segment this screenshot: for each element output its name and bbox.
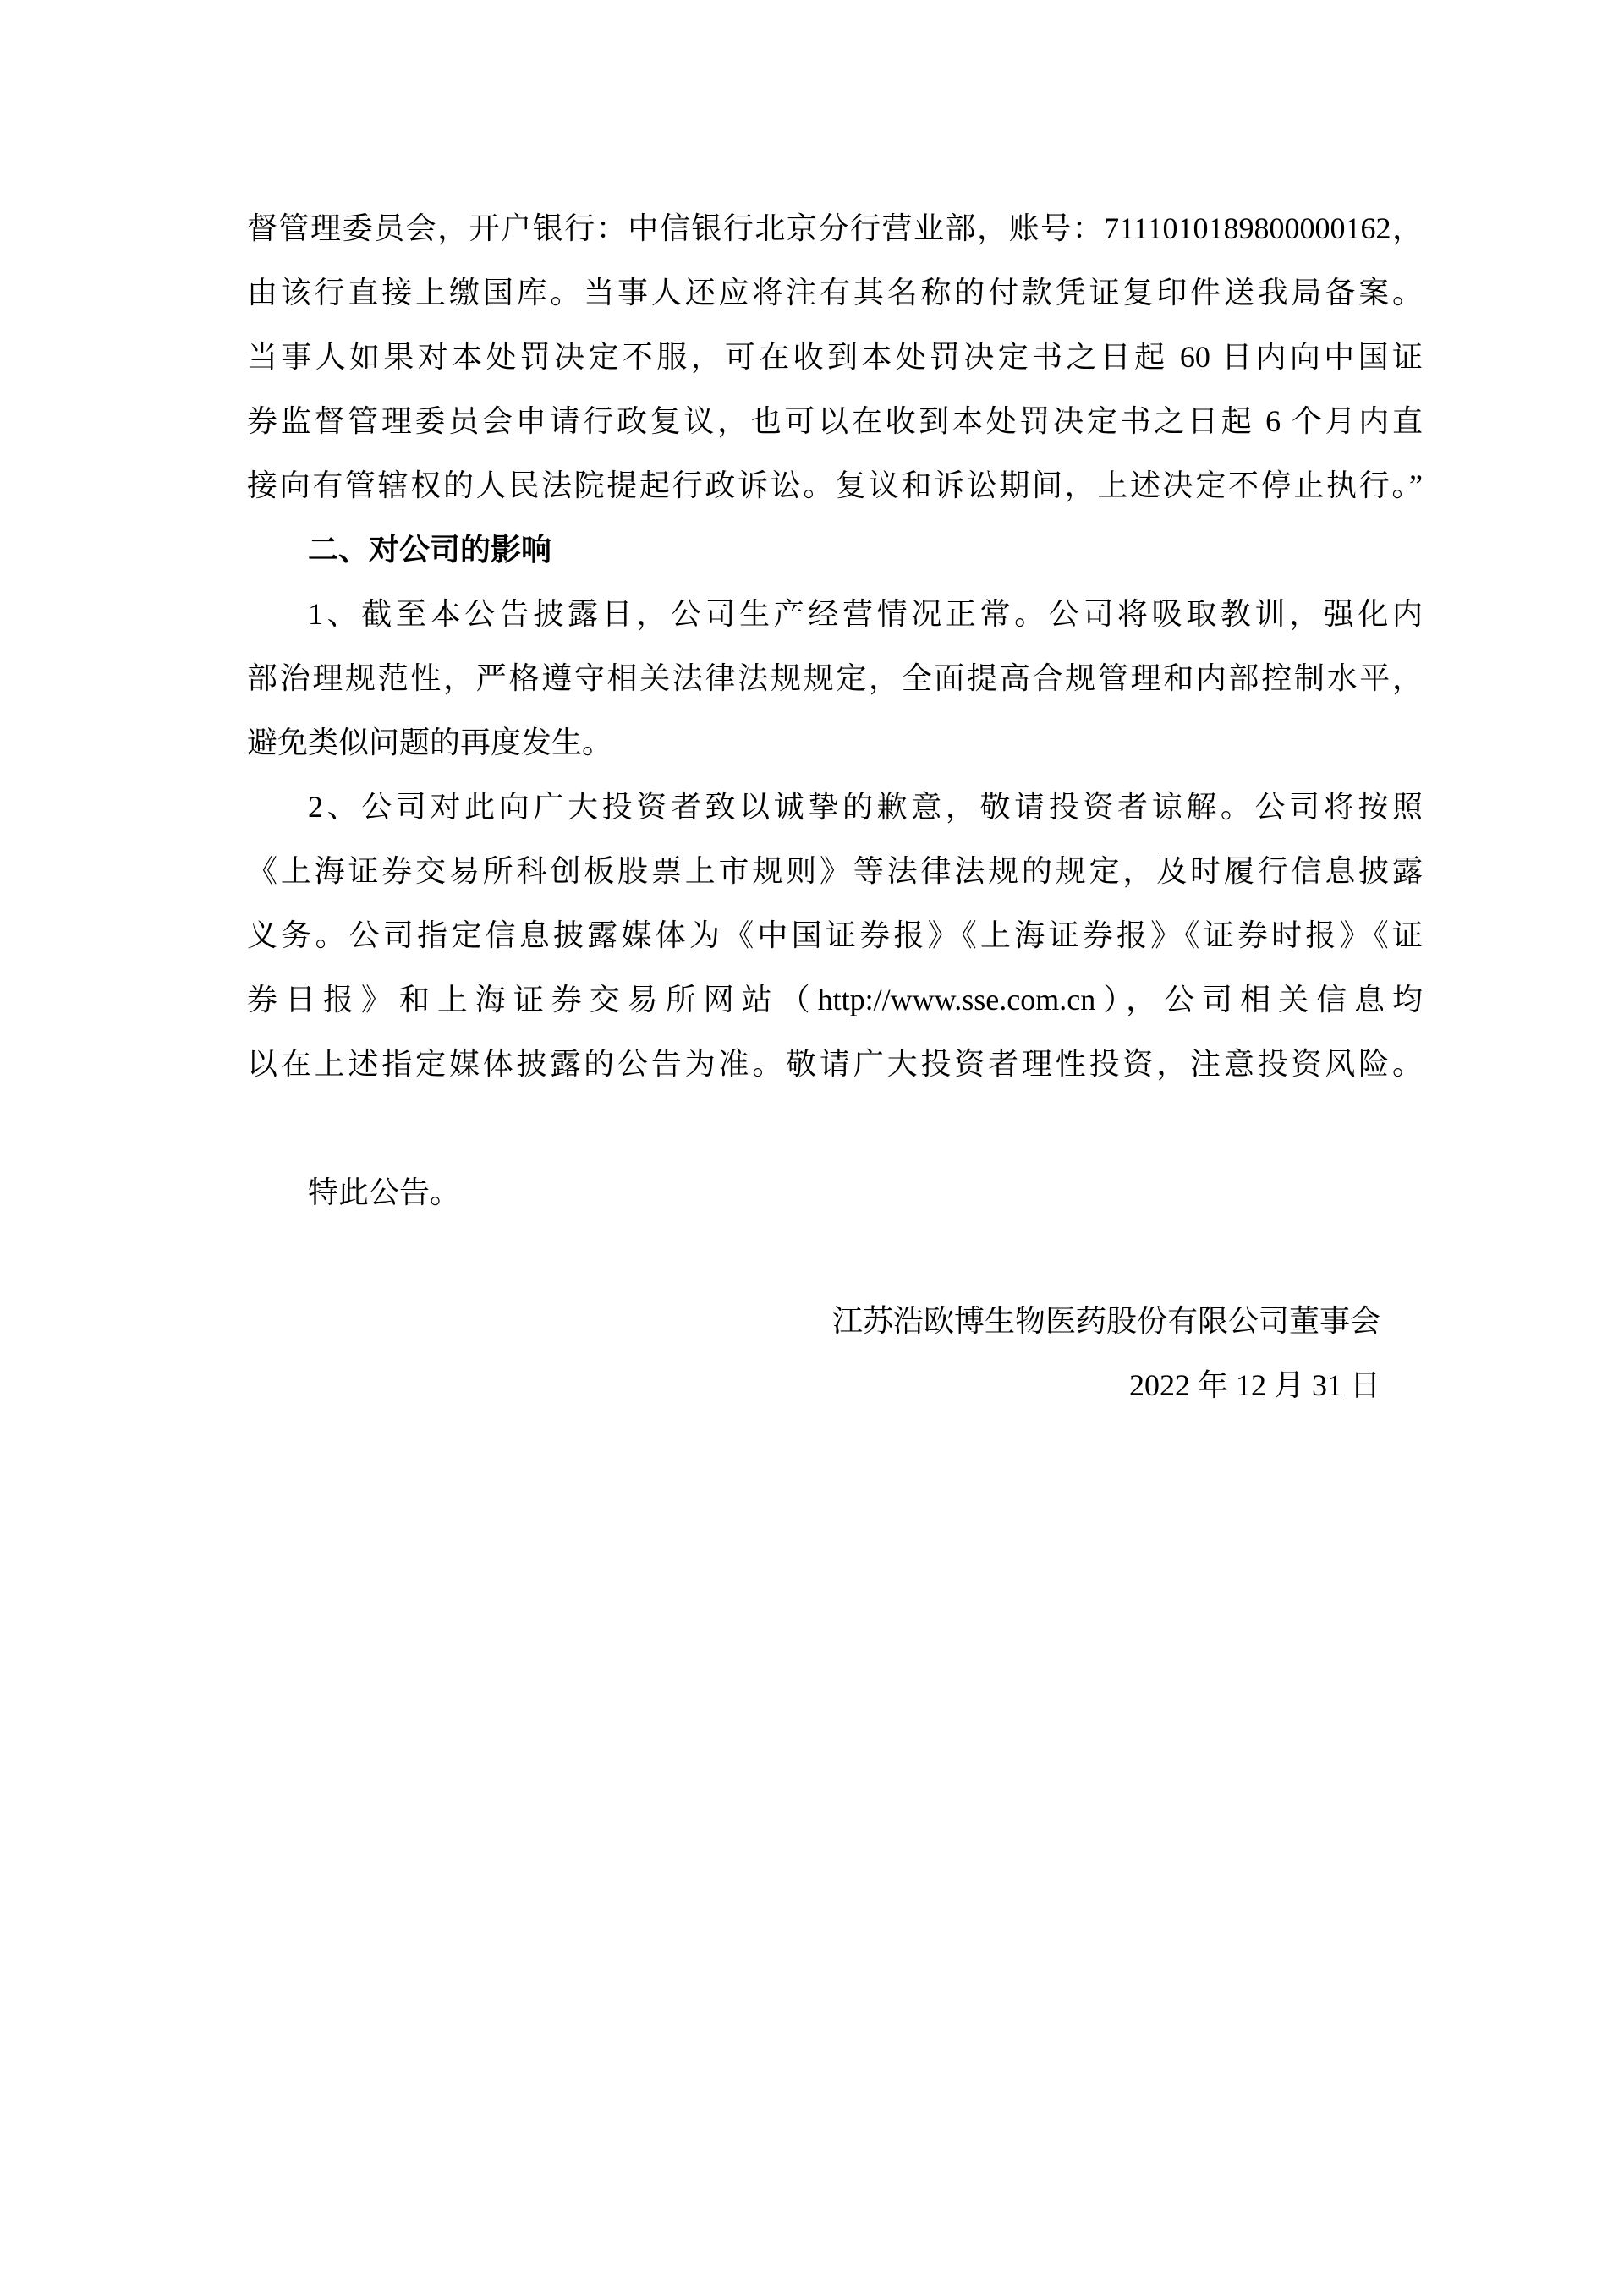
spacer-2 [247,1225,1423,1289]
continuation-line-4: 券监督管理委员会申请行政复议，也可以在收到本处罚决定书之日起 6 个月内直 [247,404,1423,438]
spacer-1 [247,1096,1423,1160]
announcement-body [247,196,1423,1417]
para2-line-3: 义务。公司指定信息披露媒体为《中国证券报》《上海证券报》《证券时报》《证 [247,918,1423,952]
para1-line-3: 避免类似问题的再度发生。 [247,726,613,759]
para2-line-5: 以在上述指定媒体披露的公告为准。敬请广大投资者理性投资，注意投资风险。 [247,1047,1423,1081]
para1-line-2: 部治理规范性，严格遵守相关法律法规规定，全面提高合规管理和内部控制水平， [247,661,1423,695]
signature-company: 江苏浩欧博生物医药股份有限公司董事会 [831,1304,1380,1338]
para2-line-4: 券日报》和上海证券交易所网站（http://www.sse.com.cn），公司相关信息均 [247,983,1423,1016]
para2-line-2: 《上海证券交易所科创板股票上市规则》等法律法规的规定，及时履行信息披露 [247,854,1423,888]
continuation-line-2: 由该行直接上缴国库。当事人还应将注有其名称的付款凭证复印件送我局备案。 [247,276,1423,310]
closing-line: 特此公告。 [308,1175,461,1209]
continuation-line-5: 接向有管辖权的人民法院提起行政诉讼。复议和诉讼期间，上述决定不停止执行。” [247,469,1423,502]
signature-date: 2022 年 12 月 31 日 [1128,1368,1380,1402]
section-heading: 二、对公司的影响 [308,533,552,567]
continuation-line-1: 督管理委员会，开户银行：中信银行北京分行营业部，账号：7111010189800000162， [247,211,1423,245]
para1-line-1: 1、截至本公告披露日，公司生产经营情况正常。公司将吸取教训，强化内 [308,597,1423,631]
para2-line-1: 2、公司对此向广大投资者致以诚挚的歉意，敬请投资者谅解。公司将按照 [308,790,1423,824]
continuation-line-3: 当事人如果对本处罚决定不服，可在收到本处罚决定书之日起 60 日内向中国证 [247,340,1423,374]
